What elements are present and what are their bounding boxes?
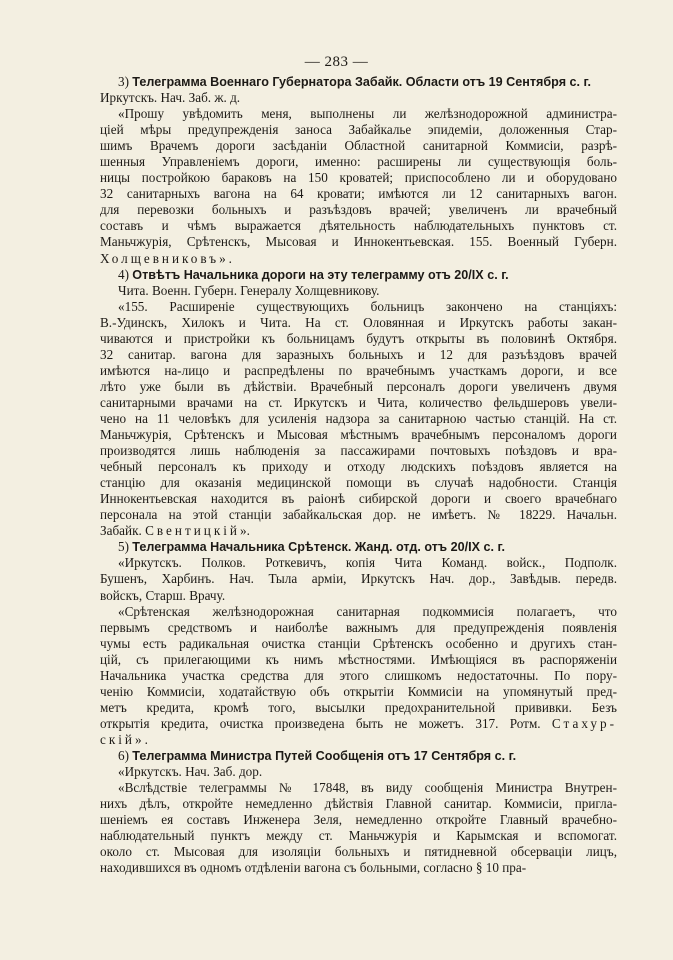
text-line <box>100 475 617 491</box>
line-text: чумы есть радикальная очистка станціи Срѣтенскъ особенно и другихъ стан- <box>100 635 617 651</box>
text-line <box>100 812 617 828</box>
line-text: метъ кредита, кромѣ того, высылки предохранительной прививки. Безъ <box>100 699 617 715</box>
line-text: производятся лишь наблюденія за пассажирами почтовыхъ поѣздовъ и вра- <box>100 443 617 459</box>
text-line <box>100 668 617 684</box>
text-line <box>100 443 617 459</box>
text-line <box>100 202 617 218</box>
text-line <box>100 363 617 379</box>
line-text: «Иркутскъ. Нач. Заб. дор. <box>118 764 263 780</box>
line-text: Чита. Военн. Губерн. Генералу Холщевникову. <box>118 282 380 298</box>
paragraph-first-line <box>100 555 617 571</box>
text-segment: открытія кредита, очистка произведена быть не можетъ. 317. Ротм. <box>100 715 552 731</box>
line-text: Маньчжурія, Срѣтенскъ, Мысовая и Иннокентьевская. 155. Военный Губерн. <box>100 234 617 250</box>
line-text: 32 санитарныхъ вагона на 64 кровати; имѣются ли 12 санитарныхъ вагон. <box>100 186 617 202</box>
section-heading <box>100 267 617 283</box>
text-line <box>100 427 617 443</box>
text-line <box>100 684 617 700</box>
section-heading <box>100 539 617 555</box>
section-heading <box>100 748 617 764</box>
paragraph-first-line <box>100 780 617 796</box>
signature-line <box>100 251 617 267</box>
document-body <box>100 74 617 876</box>
line-text: находившихся въ одномъ отдѣленіи вагона съ больными, согласно § 10 пра- <box>100 860 527 876</box>
line-text: чебный персоналъ къ приходу и отходу людскихъ поѣздовъ является на <box>100 459 617 475</box>
line-text: лѣто уже были въ дѣйствіи. Врачебный персоналъ дороги увеличенъ двумя <box>100 378 617 394</box>
paragraph-first-line <box>100 283 617 299</box>
text-line <box>100 186 617 202</box>
text-line <box>100 234 617 250</box>
section-heading-text: Отвѣтъ Начальника дороги на эту телеграмму отъ 20/IX с. г. <box>132 267 509 282</box>
text-line <box>100 459 617 475</box>
line-text: чиваются и пристройки къ больницамъ будутъ открыты въ половинѣ Октября. <box>100 330 617 346</box>
signature-name: Холщевниковъ». <box>100 250 235 266</box>
signature-name: Стахур- <box>551 715 617 731</box>
line-text: войскъ, Старш. Врачу. <box>100 587 226 603</box>
section-heading <box>100 74 617 90</box>
line-text: наблюдательный пунктъ между ст. Маньчжурія и Карымская и вспомогат. <box>100 828 617 844</box>
line-text: В.-Удинскъ, Хилокъ и Чита. На ст. Оловянная и Иркутскъ работы закан- <box>100 314 617 330</box>
line-text: станцію для оказанія медицинской помощи въ случаѣ надобности. Станція <box>100 475 617 491</box>
line-text: ченію Коммисіи, ходатайствую объ открытіи Коммисіи на упомянутый пред- <box>100 683 617 699</box>
line-text: «Срѣтенская желѣзнодорожная санитарная подкоммисія полагаетъ, что <box>118 603 617 619</box>
text-line <box>100 620 617 636</box>
line-text: 32 санитар. вагона для заразныхъ больныхъ и 12 для разъѣздовъ врачей <box>100 346 617 362</box>
line-text: цій, съ прилегающими къ нимъ мѣстностями. Имѣющіяся въ распоряженіи <box>100 651 617 667</box>
line-text: Иннокентьевская находится въ раіонѣ сибирской дороги и своего врачебнаго <box>100 491 617 507</box>
line-text: имѣются на-лицо и распредѣлены по врачебнымъ участкамъ дороги, и все <box>100 362 617 378</box>
paragraph-first-line <box>100 764 617 780</box>
text-line <box>100 588 617 604</box>
signature-line <box>100 732 617 748</box>
line-text: ціей мѣры предупрежденія заноса Забайкалье эпидеміи, доложенныя Стар- <box>100 122 617 138</box>
line-text: шимъ Врачемъ дороги засѣданіи Областной санитарной Коммисіи, разрѣ- <box>100 138 617 154</box>
text-line <box>100 170 617 186</box>
signature-name: Свентицкій <box>145 523 240 539</box>
section-number: 4) <box>118 266 129 282</box>
text-line <box>100 523 617 539</box>
text-segment: ». <box>239 523 250 539</box>
section-heading-text: Телеграмма Военнаго Губернатора Забайк. Области отъ 19 Сентября с. г. <box>132 75 592 89</box>
line-text: «Иркутскъ. Полков. Роткевичъ, копія Чита Команд. войск., Подполк. <box>118 555 617 571</box>
line-text: «Прошу увѣдомить меня, выполнены ли желѣзнодорожной администра- <box>118 106 617 122</box>
line-text: около ст. Мысовая для изоляціи больныхъ и пятидневной обсерваціи лицъ, <box>100 844 617 860</box>
line-text: Маньчжурія, Срѣтенскъ и Мысовая мѣстнымъ врачебнымъ персоналомъ дороги <box>100 427 617 443</box>
text-line <box>100 90 617 106</box>
line-text: Бушенъ, Харбинъ. Нач. Тыла арміи, Иркутскъ Нач. дор., Завѣдыв. передв. <box>100 571 617 587</box>
paragraph-first-line <box>100 106 617 122</box>
text-line <box>100 636 617 652</box>
line-text: ницы постройкою бараковъ на 150 кроватей; приспособлено ли и оборудовано <box>100 170 617 186</box>
text-line <box>100 796 617 812</box>
text-line <box>100 700 617 716</box>
text-line <box>100 652 617 668</box>
text-line <box>100 571 617 587</box>
line-text: санитарными врачами на ст. Иркутскъ и Чита, количество фельдшеровъ увели- <box>100 394 617 410</box>
paragraph-first-line <box>100 604 617 620</box>
line-text: Начальника участка средства для этого слишкомъ недостаточны. По пору- <box>100 667 617 683</box>
text-line <box>100 379 617 395</box>
line-text: нихъ дѣлъ, откройте немедленно дѣйствія Главной санитар. Коммисіи, пригла- <box>100 796 617 812</box>
line-text: «155. Расширеніе существующихъ больницъ закончено на станціяхъ: <box>118 298 617 314</box>
line-text: чено на 11 человѣкъ для усиленія надзора за санитарною частью станцій. На ст. <box>100 410 617 426</box>
section-number: 3) <box>118 74 129 89</box>
text-line <box>100 860 617 876</box>
text-line <box>100 138 617 154</box>
text-line <box>100 218 617 234</box>
line-text: шеніемъ ея составъ Инженера Зеля, немедленно откройте Главный врачебно- <box>100 812 617 828</box>
text-line <box>100 411 617 427</box>
line-text: шенныя Управленіемъ дороги, именно: расширены ли существующія боль- <box>100 154 617 170</box>
signature-name: скій». <box>100 731 151 747</box>
line-text: «Вслѣдствіе телеграммы № 17848, въ виду сообщенія Министра Внутрен- <box>118 780 617 796</box>
paragraph-first-line <box>100 299 617 315</box>
text-line <box>100 844 617 860</box>
page-number: — 283 — <box>304 54 369 70</box>
line-text: первымъ средствомъ и наиболѣе важнымъ для предупрежденія появленія <box>100 619 617 635</box>
line-text: для перевозки больныхъ и разъѣздовъ врачей; увеличенъ ли врачебный <box>100 202 617 218</box>
section-heading-text: Телеграмма Министра Путей Сообщенія отъ 17 Сентября с. г. <box>132 748 517 763</box>
text-line <box>100 331 617 347</box>
text-line <box>100 716 617 732</box>
section-heading-text: Телеграмма Начальника Срѣтенск. Жанд. отд. отъ 20/IX с. г. <box>132 540 505 555</box>
section-number: 5) <box>118 539 129 555</box>
text-line <box>100 491 617 507</box>
text-line <box>100 154 617 170</box>
text-segment: Забайк. <box>100 523 146 539</box>
text-line <box>100 828 617 844</box>
text-line <box>100 347 617 363</box>
text-line <box>100 395 617 411</box>
section-number: 6) <box>118 747 129 763</box>
text-line <box>100 122 617 138</box>
line-text: составъ и чѣмъ выражается дѣятельность наблюдательныхъ пунктовъ ст. <box>100 218 617 234</box>
line-text: Иркутскъ. Нач. Заб. ж. д. <box>100 90 241 106</box>
text-line <box>100 507 617 523</box>
text-line <box>100 315 617 331</box>
line-text: персонала на этой станціи забайкальская дор. не имѣетъ. № 18229. Начальн. <box>100 507 617 523</box>
